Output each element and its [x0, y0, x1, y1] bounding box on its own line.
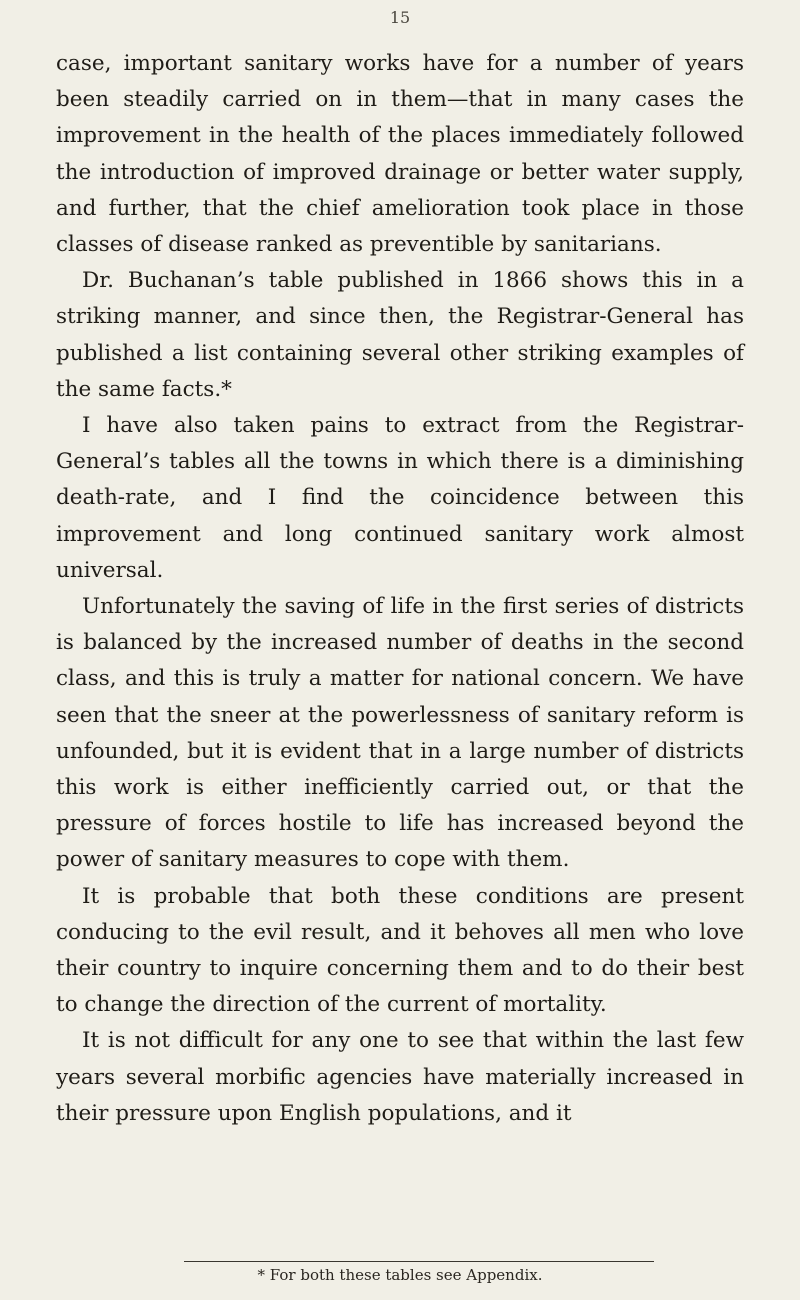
body-text [56, 46, 744, 1132]
footnote-divider [184, 1261, 654, 1262]
paragraph-continued: case, important sanitary works have for a number of years been steadily carried on in them—that in many cases the improvement in the health of the places immediately followed the introduction of improved drainage or better water supply, and further, that the chief amelioration took place in those classes of disease ranked as preventible by sanitarians. [56, 51, 744, 258]
footnote: * For both these tables see Appendix. [257, 1266, 543, 1284]
paragraph-conditions: It is probable that both these conditions are present conducing to the evil result, and it behoves all men who love their country to inquire concerning them and to do their best to change the direction of the current of mortality. [56, 883, 744, 1018]
paragraph-unfortunately: Unfortunately the saving of life in the first series of districts is balanced by the increased number of deaths in the second class, and this is truly a matter for national concern. We have seen that the sneer at the powerlessness of sanitary reform is unfounded, but it is evident that in a large number of districts this work is either inefficiently carried out, or that the pressure of forces hostile to life has increased beyond the power of sanitary measures to cope with them. [56, 594, 744, 873]
paragraph-morbific-agencies: It is not difficult for any one to see that within the last few years several morbific agencies have materially increased in their pressure upon English populations, and it [56, 1028, 744, 1126]
page-number: 15 [389, 8, 411, 27]
paragraph-registrar-tables: I have also taken pains to extract from the Registrar-General’s tables all the towns in which there is a diminishing death-rate, and I find the coincidence between this improvement and long continued sanitary work almost universal. [56, 413, 744, 583]
paragraph-buchanan-table: Dr. Buchanan’s table published in 1866 shows this in a striking manner, and since then, the Registrar-General has published a list containing several other striking examples of the same facts.* [56, 268, 744, 402]
